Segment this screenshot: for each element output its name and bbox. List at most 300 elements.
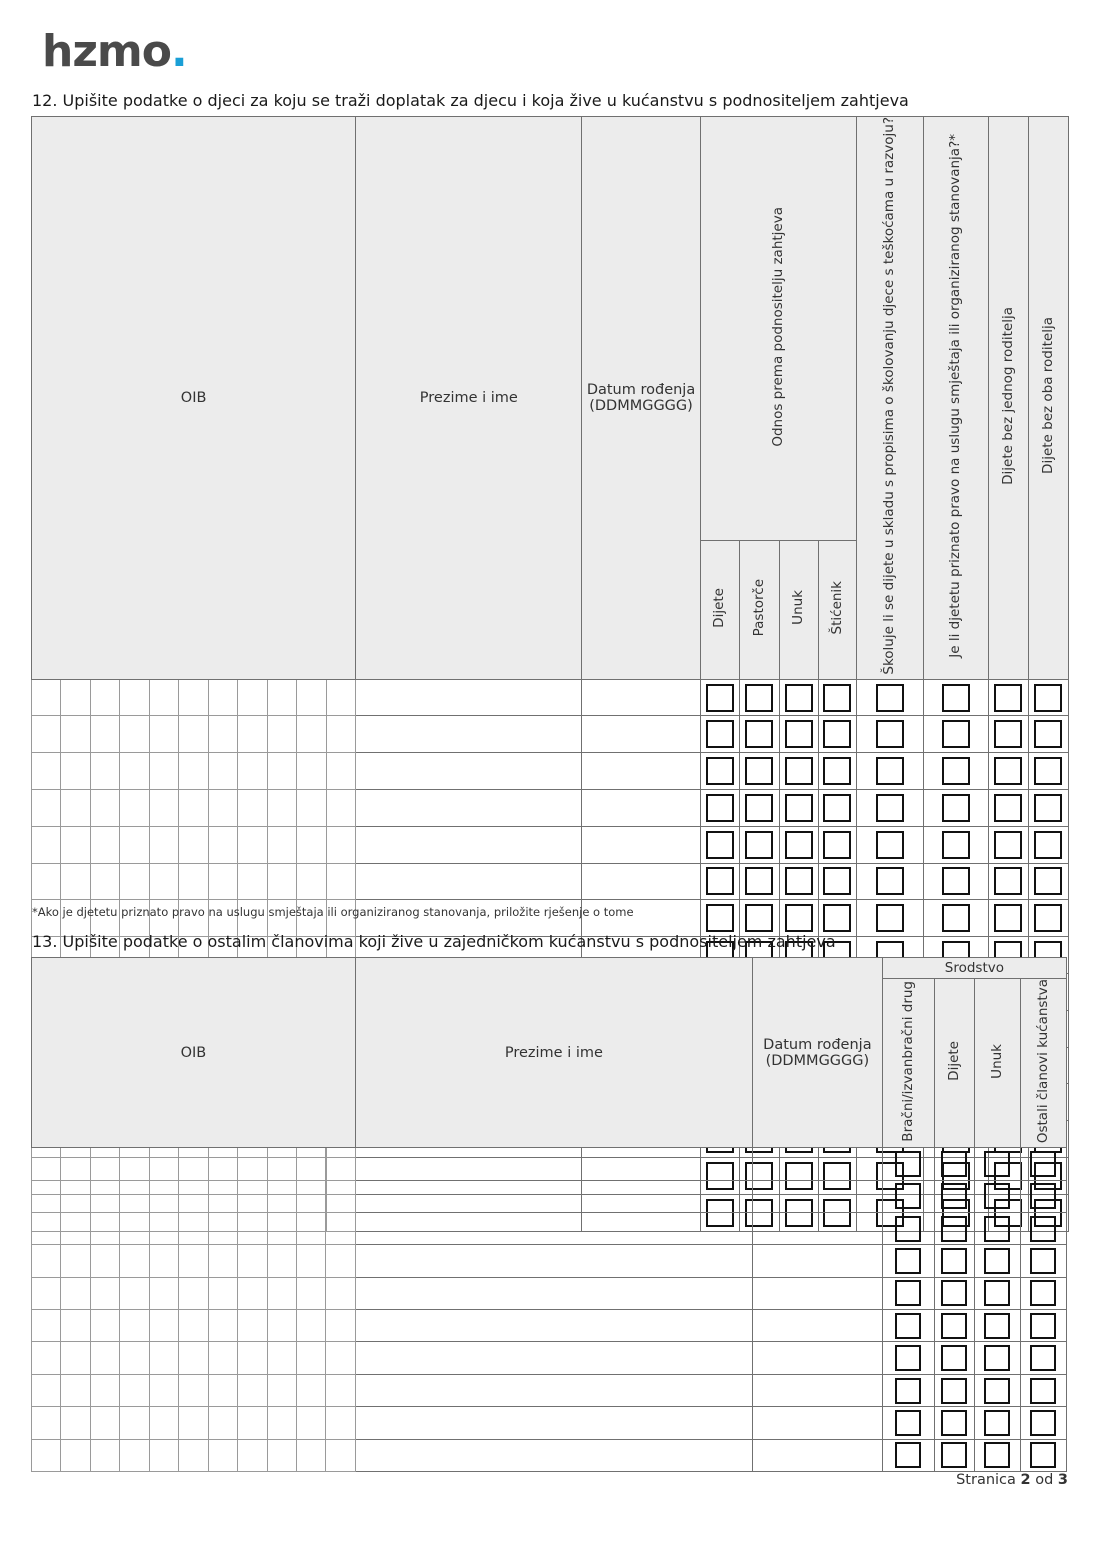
oib-digit-cell[interactable] [90, 679, 119, 716]
oib-digit-cell[interactable] [326, 716, 356, 753]
checkbox[interactable] [1034, 684, 1062, 712]
oib-digit-cell[interactable] [267, 790, 296, 827]
checkbox[interactable] [994, 904, 1022, 932]
oib-digit-cell[interactable] [149, 1245, 178, 1277]
name-field[interactable] [356, 826, 582, 863]
oib-digit-cell[interactable] [179, 863, 208, 900]
oib-digit-cell[interactable] [120, 826, 149, 863]
checkbox[interactable] [994, 794, 1022, 822]
oib-digit-cell[interactable] [120, 1310, 149, 1342]
oib-digit-cell[interactable] [120, 753, 149, 790]
oib-digit-cell[interactable] [120, 1277, 149, 1309]
checkbox[interactable] [876, 720, 904, 748]
oib-digit-cell[interactable] [267, 1374, 296, 1406]
checkbox[interactable] [984, 1378, 1010, 1404]
oib-digit-cell[interactable] [120, 1407, 149, 1439]
checkbox[interactable] [785, 831, 813, 859]
oib-digit-cell[interactable] [208, 863, 237, 900]
oib-digit-cell[interactable] [61, 863, 90, 900]
oib-digit-cell[interactable] [61, 790, 90, 827]
oib-digit-cell[interactable] [32, 790, 61, 827]
oib-digit-cell[interactable] [90, 1277, 119, 1309]
oib-digit-cell[interactable] [90, 716, 119, 753]
checkbox[interactable] [1030, 1442, 1056, 1468]
name-field[interactable] [356, 863, 582, 900]
oib-digit-cell[interactable] [149, 1277, 178, 1309]
name-field[interactable] [356, 679, 582, 716]
oib-digit-cell[interactable] [296, 1212, 325, 1244]
oib-digit-cell[interactable] [90, 1310, 119, 1342]
checkbox[interactable] [706, 757, 734, 785]
oib-digit-cell[interactable] [32, 1277, 61, 1309]
checkbox[interactable] [706, 867, 734, 895]
name-field[interactable] [355, 1148, 752, 1180]
checkbox[interactable] [1034, 720, 1062, 748]
oib-digit-cell[interactable] [149, 1212, 178, 1244]
oib-digit-cell[interactable] [149, 716, 178, 753]
oib-digit-cell[interactable] [208, 1277, 237, 1309]
oib-digit-cell[interactable] [90, 753, 119, 790]
checkbox[interactable] [823, 831, 851, 859]
checkbox[interactable] [895, 1410, 921, 1436]
name-field[interactable] [355, 1342, 752, 1374]
oib-digit-cell[interactable] [238, 863, 267, 900]
oib-digit-cell[interactable] [149, 863, 178, 900]
checkbox[interactable] [745, 720, 773, 748]
oib-digit-cell[interactable] [326, 1180, 356, 1212]
checkbox[interactable] [1030, 1248, 1056, 1274]
oib-digit-cell[interactable] [120, 679, 149, 716]
oib-digit-cell[interactable] [149, 1342, 178, 1374]
oib-digit-cell[interactable] [32, 863, 61, 900]
oib-digit-cell[interactable] [297, 679, 326, 716]
oib-digit-cell[interactable] [267, 1342, 296, 1374]
checkbox[interactable] [1030, 1216, 1056, 1242]
oib-digit-cell[interactable] [326, 753, 356, 790]
oib-digit-cell[interactable] [297, 716, 326, 753]
name-field[interactable] [356, 753, 582, 790]
oib-digit-cell[interactable] [179, 753, 208, 790]
dob-field[interactable] [752, 1407, 882, 1439]
name-field[interactable] [355, 1180, 752, 1212]
checkbox[interactable] [1030, 1151, 1056, 1177]
checkbox[interactable] [942, 867, 970, 895]
name-field[interactable] [355, 1212, 752, 1244]
oib-digit-cell[interactable] [208, 790, 237, 827]
oib-digit-cell[interactable] [326, 1245, 356, 1277]
checkbox[interactable] [745, 904, 773, 932]
dob-field[interactable] [752, 1212, 882, 1244]
checkbox[interactable] [823, 720, 851, 748]
oib-digit-cell[interactable] [149, 826, 178, 863]
oib-digit-cell[interactable] [61, 1374, 90, 1406]
oib-digit-cell[interactable] [267, 826, 296, 863]
oib-digit-cell[interactable] [297, 753, 326, 790]
checkbox[interactable] [706, 831, 734, 859]
checkbox[interactable] [706, 720, 734, 748]
dob-field[interactable] [752, 1180, 882, 1212]
oib-digit-cell[interactable] [32, 826, 61, 863]
oib-digit-cell[interactable] [179, 1277, 208, 1309]
checkbox[interactable] [1030, 1378, 1056, 1404]
oib-digit-cell[interactable] [61, 1180, 90, 1212]
oib-digit-cell[interactable] [296, 1342, 325, 1374]
oib-digit-cell[interactable] [90, 1245, 119, 1277]
oib-digit-cell[interactable] [61, 1148, 90, 1180]
oib-digit-cell[interactable] [208, 1180, 237, 1212]
oib-digit-cell[interactable] [120, 1148, 149, 1180]
oib-digit-cell[interactable] [267, 753, 296, 790]
oib-digit-cell[interactable] [179, 1342, 208, 1374]
oib-digit-cell[interactable] [296, 1148, 325, 1180]
checkbox[interactable] [1034, 757, 1062, 785]
dob-field[interactable] [582, 679, 700, 716]
dob-field[interactable] [752, 1439, 882, 1471]
oib-digit-cell[interactable] [267, 1148, 296, 1180]
oib-digit-cell[interactable] [326, 790, 356, 827]
oib-digit-cell[interactable] [297, 863, 326, 900]
oib-digit-cell[interactable] [208, 1374, 237, 1406]
oib-digit-cell[interactable] [179, 679, 208, 716]
oib-digit-cell[interactable] [120, 863, 149, 900]
oib-digit-cell[interactable] [32, 753, 61, 790]
name-field[interactable] [355, 1407, 752, 1439]
checkbox[interactable] [745, 757, 773, 785]
checkbox[interactable] [895, 1216, 921, 1242]
oib-digit-cell[interactable] [208, 679, 237, 716]
oib-digit-cell[interactable] [32, 1374, 61, 1406]
oib-digit-cell[interactable] [296, 1407, 325, 1439]
checkbox[interactable] [785, 867, 813, 895]
oib-digit-cell[interactable] [120, 1374, 149, 1406]
checkbox[interactable] [994, 684, 1022, 712]
checkbox[interactable] [942, 720, 970, 748]
oib-digit-cell[interactable] [208, 1342, 237, 1374]
oib-digit-cell[interactable] [61, 716, 90, 753]
checkbox[interactable] [984, 1313, 1010, 1339]
oib-digit-cell[interactable] [326, 1310, 356, 1342]
oib-digit-cell[interactable] [90, 1342, 119, 1374]
oib-digit-cell[interactable] [32, 1148, 61, 1180]
checkbox[interactable] [895, 1248, 921, 1274]
checkbox[interactable] [1034, 904, 1062, 932]
oib-digit-cell[interactable] [238, 790, 267, 827]
oib-digit-cell[interactable] [61, 1342, 90, 1374]
checkbox[interactable] [1034, 831, 1062, 859]
name-field[interactable] [355, 1277, 752, 1309]
oib-digit-cell[interactable] [120, 1439, 149, 1471]
checkbox[interactable] [941, 1442, 967, 1468]
checkbox[interactable] [941, 1216, 967, 1242]
oib-digit-cell[interactable] [238, 1342, 267, 1374]
dob-field[interactable] [752, 1148, 882, 1180]
oib-digit-cell[interactable] [326, 1342, 356, 1374]
oib-digit-cell[interactable] [238, 716, 267, 753]
checkbox[interactable] [994, 831, 1022, 859]
oib-digit-cell[interactable] [326, 1277, 356, 1309]
checkbox[interactable] [785, 794, 813, 822]
checkbox[interactable] [1034, 867, 1062, 895]
oib-digit-cell[interactable] [297, 826, 326, 863]
oib-digit-cell[interactable] [32, 679, 61, 716]
oib-digit-cell[interactable] [61, 1439, 90, 1471]
checkbox[interactable] [984, 1280, 1010, 1306]
dob-field[interactable] [582, 826, 700, 863]
checkbox[interactable] [823, 867, 851, 895]
checkbox[interactable] [941, 1378, 967, 1404]
oib-digit-cell[interactable] [149, 1148, 178, 1180]
oib-digit-cell[interactable] [267, 863, 296, 900]
checkbox[interactable] [941, 1280, 967, 1306]
checkbox[interactable] [941, 1151, 967, 1177]
oib-digit-cell[interactable] [32, 716, 61, 753]
oib-digit-cell[interactable] [90, 1374, 119, 1406]
checkbox[interactable] [942, 904, 970, 932]
oib-digit-cell[interactable] [120, 1180, 149, 1212]
checkbox[interactable] [984, 1248, 1010, 1274]
oib-digit-cell[interactable] [208, 1212, 237, 1244]
checkbox[interactable] [745, 831, 773, 859]
oib-digit-cell[interactable] [208, 1148, 237, 1180]
checkbox[interactable] [984, 1183, 1010, 1209]
checkbox[interactable] [823, 684, 851, 712]
oib-digit-cell[interactable] [208, 826, 237, 863]
oib-digit-cell[interactable] [32, 1342, 61, 1374]
oib-digit-cell[interactable] [267, 1439, 296, 1471]
checkbox[interactable] [942, 794, 970, 822]
checkbox[interactable] [823, 757, 851, 785]
oib-digit-cell[interactable] [90, 1407, 119, 1439]
oib-digit-cell[interactable] [296, 1310, 325, 1342]
oib-digit-cell[interactable] [326, 1148, 356, 1180]
checkbox[interactable] [785, 720, 813, 748]
oib-digit-cell[interactable] [120, 1245, 149, 1277]
oib-digit-cell[interactable] [267, 1277, 296, 1309]
checkbox[interactable] [942, 831, 970, 859]
oib-digit-cell[interactable] [296, 1180, 325, 1212]
checkbox[interactable] [706, 904, 734, 932]
oib-digit-cell[interactable] [120, 1342, 149, 1374]
oib-digit-cell[interactable] [120, 790, 149, 827]
oib-digit-cell[interactable] [179, 790, 208, 827]
oib-digit-cell[interactable] [326, 679, 356, 716]
checkbox[interactable] [1030, 1410, 1056, 1436]
checkbox[interactable] [785, 757, 813, 785]
checkbox[interactable] [785, 904, 813, 932]
oib-digit-cell[interactable] [32, 1212, 61, 1244]
dob-field[interactable] [752, 1342, 882, 1374]
oib-digit-cell[interactable] [326, 826, 356, 863]
oib-digit-cell[interactable] [32, 1180, 61, 1212]
checkbox[interactable] [994, 867, 1022, 895]
checkbox[interactable] [941, 1248, 967, 1274]
oib-digit-cell[interactable] [297, 790, 326, 827]
checkbox[interactable] [876, 867, 904, 895]
oib-digit-cell[interactable] [61, 1407, 90, 1439]
checkbox[interactable] [895, 1442, 921, 1468]
oib-digit-cell[interactable] [238, 1245, 267, 1277]
checkbox[interactable] [994, 720, 1022, 748]
oib-digit-cell[interactable] [238, 1212, 267, 1244]
oib-digit-cell[interactable] [90, 1212, 119, 1244]
oib-digit-cell[interactable] [90, 1180, 119, 1212]
oib-digit-cell[interactable] [61, 1212, 90, 1244]
oib-digit-cell[interactable] [238, 1407, 267, 1439]
oib-digit-cell[interactable] [61, 753, 90, 790]
checkbox[interactable] [876, 904, 904, 932]
oib-digit-cell[interactable] [61, 826, 90, 863]
oib-digit-cell[interactable] [90, 826, 119, 863]
checkbox[interactable] [823, 794, 851, 822]
oib-digit-cell[interactable] [208, 716, 237, 753]
oib-digit-cell[interactable] [296, 1374, 325, 1406]
oib-digit-cell[interactable] [179, 1212, 208, 1244]
checkbox[interactable] [1030, 1313, 1056, 1339]
name-field[interactable] [355, 1374, 752, 1406]
oib-digit-cell[interactable] [326, 1439, 356, 1471]
oib-digit-cell[interactable] [179, 1407, 208, 1439]
oib-digit-cell[interactable] [238, 1148, 267, 1180]
checkbox[interactable] [1030, 1183, 1056, 1209]
checkbox[interactable] [785, 684, 813, 712]
oib-digit-cell[interactable] [326, 863, 356, 900]
name-field[interactable] [356, 790, 582, 827]
oib-digit-cell[interactable] [90, 1148, 119, 1180]
checkbox[interactable] [895, 1378, 921, 1404]
oib-digit-cell[interactable] [179, 826, 208, 863]
dob-field[interactable] [582, 753, 700, 790]
checkbox[interactable] [895, 1280, 921, 1306]
oib-digit-cell[interactable] [238, 1180, 267, 1212]
oib-digit-cell[interactable] [179, 1374, 208, 1406]
checkbox[interactable] [984, 1216, 1010, 1242]
oib-digit-cell[interactable] [32, 1407, 61, 1439]
checkbox[interactable] [994, 757, 1022, 785]
checkbox[interactable] [895, 1345, 921, 1371]
oib-digit-cell[interactable] [61, 679, 90, 716]
oib-digit-cell[interactable] [90, 863, 119, 900]
checkbox[interactable] [941, 1183, 967, 1209]
oib-digit-cell[interactable] [120, 716, 149, 753]
oib-digit-cell[interactable] [179, 1310, 208, 1342]
oib-digit-cell[interactable] [267, 1310, 296, 1342]
oib-digit-cell[interactable] [61, 1245, 90, 1277]
oib-digit-cell[interactable] [238, 1374, 267, 1406]
oib-digit-cell[interactable] [32, 1310, 61, 1342]
oib-digit-cell[interactable] [149, 1310, 178, 1342]
name-field[interactable] [355, 1439, 752, 1471]
checkbox[interactable] [895, 1183, 921, 1209]
oib-digit-cell[interactable] [326, 1407, 356, 1439]
checkbox[interactable] [1030, 1280, 1056, 1306]
checkbox[interactable] [941, 1345, 967, 1371]
checkbox[interactable] [942, 757, 970, 785]
oib-digit-cell[interactable] [267, 1407, 296, 1439]
checkbox[interactable] [876, 794, 904, 822]
oib-digit-cell[interactable] [267, 716, 296, 753]
checkbox[interactable] [941, 1313, 967, 1339]
oib-digit-cell[interactable] [208, 1407, 237, 1439]
oib-digit-cell[interactable] [238, 753, 267, 790]
name-field[interactable] [355, 1310, 752, 1342]
checkbox[interactable] [876, 757, 904, 785]
oib-digit-cell[interactable] [149, 753, 178, 790]
oib-digit-cell[interactable] [238, 1439, 267, 1471]
oib-digit-cell[interactable] [267, 1212, 296, 1244]
oib-digit-cell[interactable] [179, 716, 208, 753]
oib-digit-cell[interactable] [238, 1310, 267, 1342]
checkbox[interactable] [706, 794, 734, 822]
dob-field[interactable] [582, 790, 700, 827]
oib-digit-cell[interactable] [120, 1212, 149, 1244]
name-field[interactable] [355, 1245, 752, 1277]
oib-digit-cell[interactable] [149, 1374, 178, 1406]
oib-digit-cell[interactable] [208, 1245, 237, 1277]
checkbox[interactable] [876, 831, 904, 859]
oib-digit-cell[interactable] [267, 1180, 296, 1212]
oib-digit-cell[interactable] [296, 1439, 325, 1471]
checkbox[interactable] [876, 684, 904, 712]
oib-digit-cell[interactable] [208, 1310, 237, 1342]
oib-digit-cell[interactable] [149, 679, 178, 716]
checkbox[interactable] [706, 684, 734, 712]
oib-digit-cell[interactable] [149, 1407, 178, 1439]
oib-digit-cell[interactable] [179, 1245, 208, 1277]
oib-digit-cell[interactable] [208, 753, 237, 790]
oib-digit-cell[interactable] [149, 1180, 178, 1212]
oib-digit-cell[interactable] [267, 679, 296, 716]
oib-digit-cell[interactable] [326, 1374, 356, 1406]
checkbox[interactable] [1030, 1345, 1056, 1371]
oib-digit-cell[interactable] [149, 790, 178, 827]
dob-field[interactable] [752, 1245, 882, 1277]
oib-digit-cell[interactable] [238, 1277, 267, 1309]
oib-digit-cell[interactable] [296, 1245, 325, 1277]
checkbox[interactable] [895, 1313, 921, 1339]
checkbox[interactable] [745, 684, 773, 712]
oib-digit-cell[interactable] [179, 1148, 208, 1180]
checkbox[interactable] [745, 794, 773, 822]
oib-digit-cell[interactable] [61, 1310, 90, 1342]
name-field[interactable] [356, 716, 582, 753]
dob-field[interactable] [752, 1277, 882, 1309]
oib-digit-cell[interactable] [179, 1180, 208, 1212]
oib-digit-cell[interactable] [90, 1439, 119, 1471]
checkbox[interactable] [941, 1410, 967, 1436]
oib-digit-cell[interactable] [267, 1245, 296, 1277]
checkbox[interactable] [1034, 794, 1062, 822]
oib-digit-cell[interactable] [149, 1439, 178, 1471]
checkbox[interactable] [823, 904, 851, 932]
dob-field[interactable] [582, 716, 700, 753]
oib-digit-cell[interactable] [326, 1212, 356, 1244]
oib-digit-cell[interactable] [238, 679, 267, 716]
oib-digit-cell[interactable] [32, 1439, 61, 1471]
dob-field[interactable] [752, 1310, 882, 1342]
oib-digit-cell[interactable] [296, 1277, 325, 1309]
oib-digit-cell[interactable] [90, 790, 119, 827]
oib-digit-cell[interactable] [208, 1439, 237, 1471]
checkbox[interactable] [942, 684, 970, 712]
checkbox[interactable] [984, 1345, 1010, 1371]
oib-digit-cell[interactable] [238, 826, 267, 863]
checkbox[interactable] [984, 1410, 1010, 1436]
checkbox[interactable] [745, 867, 773, 895]
checkbox[interactable] [895, 1151, 921, 1177]
checkbox[interactable] [984, 1442, 1010, 1468]
dob-field[interactable] [752, 1374, 882, 1406]
checkbox[interactable] [984, 1151, 1010, 1177]
